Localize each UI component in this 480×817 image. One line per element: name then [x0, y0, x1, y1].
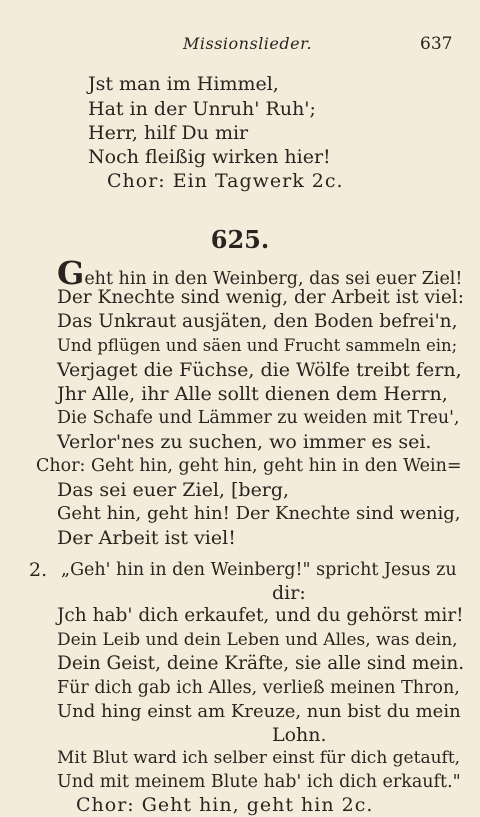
stanza-line: Der Knechte sind wenig, der Arbeit ist viel:: [57, 287, 464, 308]
stanza-line: Verjaget die Füchse, die Wölfe treibt fern,: [57, 359, 462, 381]
stanza-line: Mit Blut ward ich selber einst für dich getauft,: [57, 748, 461, 768]
page-header: [0, 34, 480, 58]
chorus-line: Chor: Geht hin, geht hin, geht hin in den Wein=: [36, 456, 462, 476]
stanza-line: Jhr Alle, ihr Alle sollt dienen dem Herrn,: [57, 383, 448, 405]
stanza-line: Und hing einst am Kreuze, nun bist du mein: [57, 701, 461, 722]
intro-line: Hat in der Unruh' Ruh';: [88, 98, 316, 120]
page-number: 637: [420, 34, 453, 54]
stanza-line-continuation: Lohn.: [272, 724, 327, 746]
stanza-line: Und pflügen und säen und Frucht sammeln ein;: [57, 336, 458, 355]
intro-line: Herr, hilf Du mir: [88, 122, 249, 144]
stanza-1-first-line: [57, 254, 463, 292]
hymn-number: 625.: [210, 225, 270, 254]
stanza-line: Dein Geist, deine Kräfte, sie alle sind mein.: [57, 653, 465, 674]
chorus-line: Der Arbeit ist viel!: [57, 527, 236, 549]
stanza-line: Jch hab' dich erkaufet, und du gehörst mir!: [57, 605, 464, 626]
first-line-text: eht hin in den Weinberg, das sei euer Ziel!: [84, 269, 463, 289]
running-head: Missionslieder.: [183, 34, 313, 53]
intro-line: Jst man im Himmel,: [88, 73, 279, 95]
stanza-line: Die Schafe und Lämmer zu weiden mit Treu',: [57, 408, 460, 428]
intro-line: Noch fleißig wirken hier!: [88, 146, 331, 168]
stanza-line: „Geh' hin in den Weinberg!" spricht Jesus zu: [61, 560, 457, 580]
stanza-line: Verlor'nes zu suchen, wo immer es sei.: [57, 431, 432, 453]
chorus-line: Chor: Geht hin, geht hin 2c.: [76, 794, 374, 816]
stanza-line: Für dich gab ich Alles, verließ meinen Thron,: [57, 678, 460, 698]
drop-cap: G: [57, 254, 85, 292]
stanza-line-continuation: dir:: [272, 582, 306, 604]
stanza-line: Und mit meinem Blute hab' ich dich erkauft.": [57, 772, 461, 792]
chorus-line: Das sei euer Ziel, [berg,: [57, 479, 290, 501]
stanza-line: Dein Leib und dein Leben und Alles, was dein,: [57, 630, 458, 650]
chorus-line: Geht hin, geht hin! Der Knechte sind wenig,: [57, 503, 461, 524]
verse-number: 2.: [29, 559, 48, 581]
intro-chorus-line: Chor: Ein Tagwerk 2c.: [107, 170, 344, 192]
stanza-line: Das Unkraut ausjäten, den Boden befrei'n,: [57, 311, 458, 332]
